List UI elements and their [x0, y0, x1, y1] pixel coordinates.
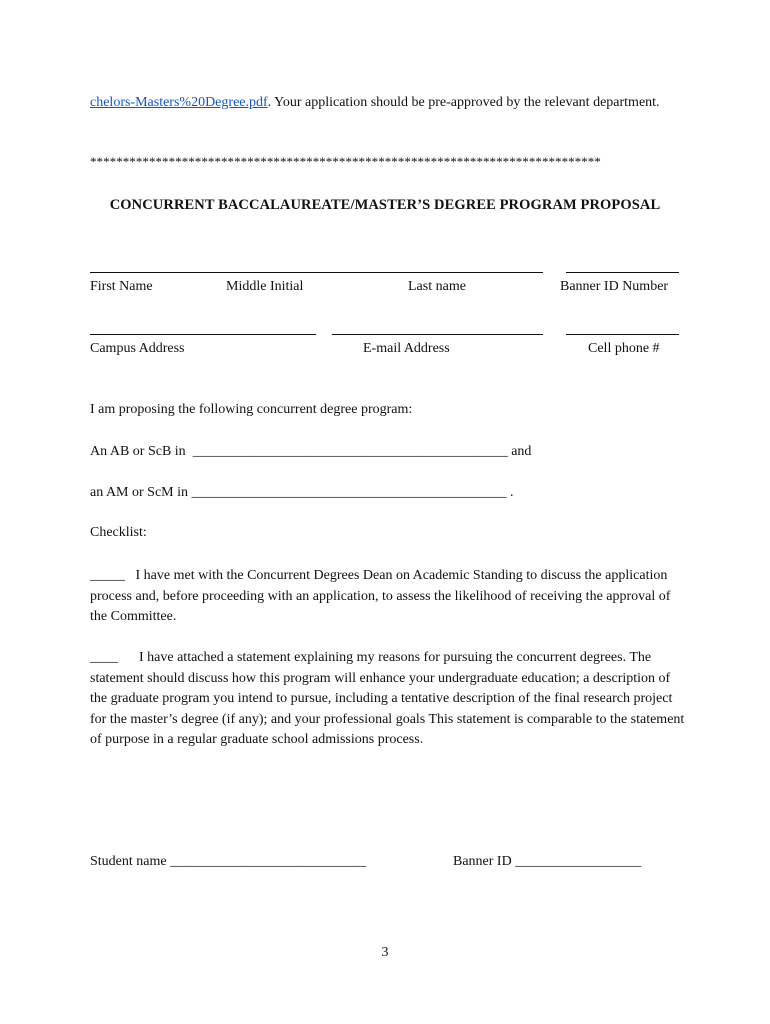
page-number: 3: [381, 945, 389, 960]
am-suffix: .: [510, 485, 514, 500]
checklist-item-2-blank[interactable]: ____: [90, 650, 118, 665]
cell-phone-line[interactable]: [566, 334, 679, 335]
banner-id-field: [453, 854, 641, 870]
last-name-label: Last name: [408, 279, 466, 294]
ab-degree-line: [90, 444, 531, 460]
banner-id-label: Banner ID: [453, 854, 512, 869]
checklist-item-2-text: I have attached a statement explaining my reasons for pursuing the concurrent degrees. The statement should discuss how this program will enhance your undergraduate education; a description of the graduate program you intend to pursue, including a tentative description of the final research project for the master’s degree (if any); and your professional goals This statement is comparable to the statement of purpose in a regular graduate school admissions process.: [90, 650, 685, 747]
middle-initial-label: Middle Initial: [226, 279, 304, 294]
checklist-item-2: [90, 648, 690, 751]
intro-paragraph: [90, 93, 690, 114]
first-name-label: First Name: [90, 279, 153, 294]
email-line[interactable]: [332, 334, 543, 335]
am-prefix: an AM or ScM in: [90, 485, 188, 500]
ab-degree-blank[interactable]: _____________________________________________: [192, 444, 508, 459]
form-title: CONCURRENT BACCALAUREATE/MASTER’S DEGREE PROGRAM PROPOSAL: [109, 197, 661, 213]
banner-id-line[interactable]: [566, 272, 679, 273]
campus-address-line[interactable]: [90, 334, 316, 335]
asterisk-separator: ******************************************************************************: [90, 154, 601, 169]
banner-id-blank[interactable]: __________________: [515, 854, 642, 869]
checklist-item-1: [90, 566, 690, 628]
cell-phone-label: Cell phone #: [588, 341, 660, 356]
ab-suffix: and: [511, 444, 532, 459]
checklist-label: Checklist:: [90, 525, 147, 540]
ab-prefix: An AB or ScB in: [90, 444, 186, 459]
intro-text: . Your application should be pre-approved by the relevant department.: [267, 95, 660, 110]
guidelines-link[interactable]: chelors-Masters%20Degree.pdf: [90, 95, 268, 110]
checklist-item-1-text: I have met with the Concurrent Degrees Dean on Academic Standing to discuss the application process and, before proceeding with an application, to assess the likelihood of receiving the approval of the Committee.: [90, 568, 671, 624]
student-name-label: Student name: [90, 854, 167, 869]
am-degree-line: [90, 485, 514, 501]
email-address-label: E-mail Address: [363, 341, 450, 356]
checklist-item-1-blank[interactable]: _____: [90, 568, 125, 583]
banner-id-number-label: Banner ID Number: [560, 279, 669, 294]
student-name-field: [90, 854, 366, 870]
campus-address-label: Campus Address: [90, 341, 185, 356]
name-line[interactable]: [90, 272, 543, 273]
am-degree-blank[interactable]: _____________________________________________: [191, 485, 507, 500]
proposing-text: I am proposing the following concurrent degree program:: [90, 402, 413, 417]
student-name-blank[interactable]: ____________________________: [170, 854, 367, 869]
